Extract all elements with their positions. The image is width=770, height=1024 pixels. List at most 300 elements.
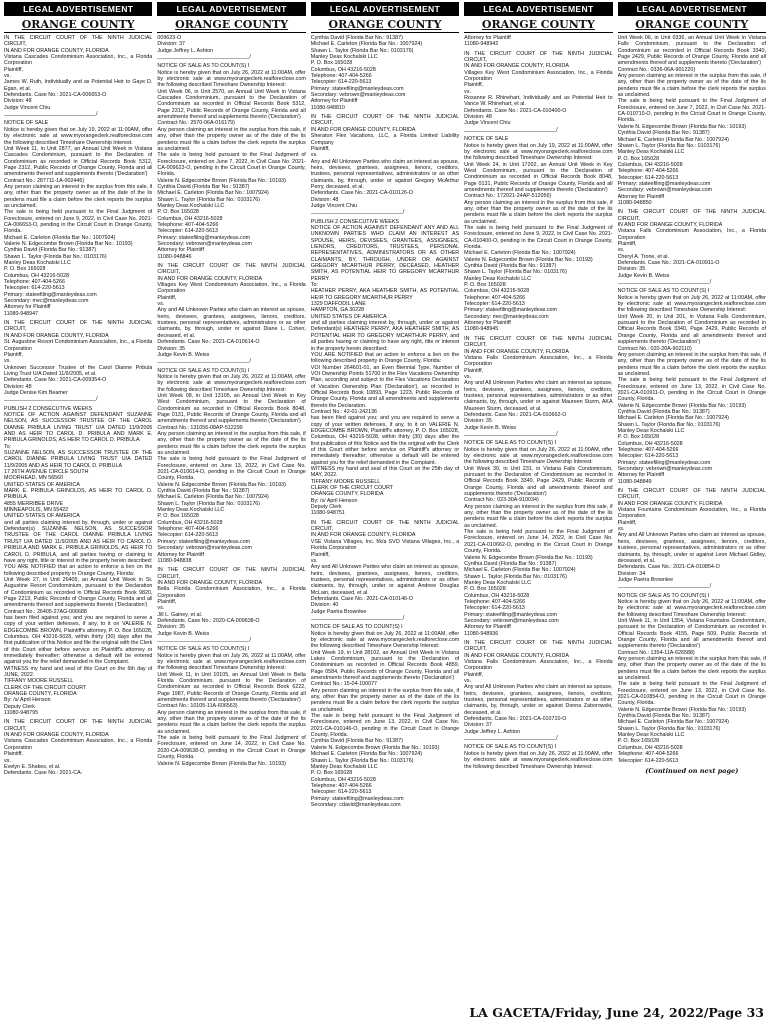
- notice-line: James W. Ruth, Individually and as Potential Heir to Gaye D. Egan, et al.: [4, 79, 153, 92]
- legal-column-4: [464, 2, 612, 1002]
- notice-line: Secondary: vebrown@manleydeas.com: [157, 545, 252, 552]
- notice-line: Judge Paetra Brownlee: [310, 608, 367, 615]
- notice-line: IN AND FOR ORANGE COUNTY, FLORIDA: [310, 532, 416, 539]
- notice-line: Michael E. Carleton (Florida Bar No.: 1007924): [464, 250, 576, 257]
- notice-line: Secondary: vebrown@manleydeas.com: [464, 617, 559, 624]
- notice-line: Judge Jeffrey L. Ashton: [464, 728, 520, 735]
- notice-line: Any and All Unknown Parties who claim an interest as spouse, heirs, devisees, grantees, assignees, lienors, creditors, trustees, personal representatives, administrators or as other claimants, by, through, under or against Donna Zaborowski, deceased, et al.: [464, 684, 613, 716]
- legal-notice: [4, 719, 152, 776]
- notice-line: Contract No.: 2570-06A-016179): [157, 120, 235, 127]
- notice-line: Shawn L. Taylor (Florida Bar No.: 0103176): [4, 253, 107, 260]
- notice-line: vs.: [4, 73, 11, 80]
- notice-line: Roxanne R. Rhinehart, Individually and as Potential Heir to Vance W. Rhinehart, et al.: [464, 95, 613, 108]
- notice-line: The sale is being held pursuant to the Final Judgment of Foreclosure, entered on June 13, 2022, in Civil Case No. 2021-CA-010614-O, pending in the Circuit Court in Orange County, Florida.: [157, 456, 306, 482]
- notice-line: Judge Kevin B. Weiss: [464, 424, 517, 431]
- notice-columns: [4, 2, 766, 1002]
- notice-line: Columbus, OH 43216-5028: [464, 592, 530, 599]
- notice-line: IN THE CIRCUIT COURT OF THE NINTH JUDICIAL CIRCUIT,: [310, 519, 460, 533]
- notice-line: Deputy Clerk: [4, 703, 35, 710]
- notice-line: Defendants. Case No.: 2021-CA-010614-O: [157, 339, 260, 346]
- notice-line: Defendants. Case No.: 2021-CA-010400-O: [464, 107, 567, 114]
- notice-line: Columbus, OH 43216-5028: [310, 66, 376, 73]
- notice-line: Telephone: 407-404-5266: [464, 294, 526, 301]
- notice-line: Vistana Falls Condominium Association, Inc., a Florida Corporation: [464, 354, 613, 368]
- notice-line: HAMPTON, GA 30228: [310, 307, 365, 314]
- notice-line: Defendants. Case No.: 2021-CA-010854-O: [617, 564, 720, 571]
- notice-line: P. O. Box 165028: [617, 434, 660, 441]
- notice-line: IN THE CIRCUIT COURT OF THE NINTH JUDICIAL CIRCUIT,: [157, 567, 306, 580]
- legal-notice: [157, 368, 305, 565]
- notice-line: Primary: stateefiling@manleydeas.com: [157, 234, 251, 241]
- notice-line: Cynthia David (Florida Bar No.: 91387): [4, 247, 97, 254]
- notice-line: YOU ARE NOTIFIED that an action to enforce a lien on the following described property in Orange County, Florida:: [4, 564, 153, 577]
- notice-line: Columbus, OH 43216-5028: [617, 161, 683, 168]
- legal-notice: [618, 488, 766, 590]
- notice-line: Any and All Unknown Parties who claim an interest as spouse, heirs, devisees, grantees, assignees, lienors, creditors, trustees, personal representatives, administrators or as other claimants, by, through, under or against Gregory McArthur Perry, deceased, et al.: [310, 158, 460, 190]
- notice-line: Cynthia David (Florida Bar No.: 91387): [464, 263, 557, 270]
- notice-line: 11080-948945: [464, 326, 499, 333]
- notice-line: Judge Vincent Chiu: [464, 120, 511, 127]
- notice-line: Plaintiff,: [4, 751, 23, 758]
- legal-notice: [311, 624, 459, 808]
- notice-line: IN AND FOR ORANGE COUNTY, FLORIDA: [464, 652, 569, 659]
- notice-line: Attorney for Plaintiff: [464, 320, 511, 327]
- notice-line: Michael E. Carleton (Florida Bar No.: 1007924): [157, 494, 269, 501]
- notice-line: Secondary: cdavid@manleydeas.com: [310, 801, 401, 808]
- notice-line: MINNEAPOLIS, MN 55422: [4, 507, 69, 514]
- notice-line: Telephone: 407-404-5266: [617, 168, 679, 175]
- notice-line: The sale is being held pursuant to the Final Judgment of Foreclosure, entered on June 7, 2022, in Civil Case No. 2021-CA-009623-O, pending in the Circuit Court in Orange County, Florida.: [157, 152, 306, 178]
- legal-notice: [311, 520, 459, 622]
- notice-line: Shawn L. Taylor (Florida Bar No.: 0103176): [617, 421, 721, 428]
- notice-line: By: /s/ April Henson: [310, 497, 358, 504]
- notice-line: vs.: [310, 557, 318, 564]
- notice-line: Cynthia David (Florida Bar No.: 91387): [617, 713, 710, 720]
- notice-line: _______________________________/: [617, 583, 712, 590]
- notice-line: P. O. Box 165028: [617, 155, 660, 162]
- notice-line: Notice is hereby given that on July 26, 2022 at 11:00AM, offer by electronic sale at www.myorangeclerk.realforeclose.com the following described Timeshare Ownership Interest:: [157, 373, 306, 393]
- legal-notice: [618, 593, 766, 764]
- legal-notice: [618, 288, 766, 485]
- notice-line: IN THE CIRCUIT COURT OF THE NINTH JUDICIAL CIRCUIT,: [157, 263, 306, 276]
- notice-line: Contract No.: 131056-08AP-512299: [157, 424, 243, 431]
- notice-line: Defendants. Case No.: 2021-CA-010710-O: [464, 716, 567, 723]
- notice-line: _______________________________/: [157, 358, 252, 365]
- notice-line: 11080-948810: [310, 104, 345, 111]
- notice-line: _______________________________/: [464, 735, 558, 742]
- legal-notice: [464, 336, 612, 438]
- notice-line: The sale is being held pursuant to the Final Judgment of Foreclosure, entered on June 9, 2022, in Civil Case No. 2021-CA-010400-O, pending in the Circuit Court in Orange County, Florida.: [464, 224, 613, 250]
- notice-line: Michael E. Carleton (Florida Bar No.: 1007924): [157, 190, 269, 197]
- notice-line: _______________________________/: [4, 396, 98, 403]
- column-body: [618, 35, 766, 1002]
- notice-line: Any person claiming an interest in the surplus from this sale, if any, other than the property owner as of the date of the lis pendens must file a claim before the clerk reports the surplus as unclaimed.: [157, 126, 306, 152]
- notice-line: Contract No.: 42-01-242136: [310, 408, 378, 415]
- notice-line: Attorney for Plaintiff: [4, 304, 51, 311]
- notice-line: Any person claiming an interest in the surplus from this sale, if any, other than the property owner as of the date of the lis pendens must file a claim before the clerk reports the surplus as unclaimed.: [617, 73, 766, 99]
- county-heading: ORANGE COUNTY: [311, 16, 459, 33]
- column-body: [311, 35, 459, 1002]
- notice-line: Unknown Successor Trustee of the Carol Dianne Pribula Living Trust U/A Dated 11/9/2005, et al.: [4, 364, 153, 377]
- legal-advertisement-header: LEGAL ADVERTISEMENT: [311, 2, 459, 16]
- notice-line: Telecopier: 614-220-5613: [310, 789, 372, 796]
- notice-line: Contract No.: 15-04-100077: [310, 681, 378, 688]
- notice-line: Columbus, OH 43216-5028: [4, 272, 70, 279]
- notice-line: The sale is being held pursuant to the Final Judgment of Foreclosure, entered on June 14, 2022, in Civil Case No. 2021-CA-010662-O, pending in the Circuit Court in Orange County, Florida.: [464, 529, 613, 555]
- notice-line: Vistana Cascades Condominium Association, Inc., a Florida Corporation: [4, 54, 153, 67]
- notice-line: Any person claiming an interest in the surplus from this sale, if any, other than the property owner as of the date of the lis pendens must file a claim before the clerk reports the surplus as unclaimed.: [617, 656, 766, 682]
- notice-line: Contract No.: 287711-1A-002446): [4, 177, 85, 184]
- legal-column-3: [311, 2, 459, 1002]
- notice-line: Telephone: 407-404-5266: [464, 598, 526, 605]
- notice-line: Villages Key West Condominium Association, Inc., a Florida Corporation: [157, 282, 306, 295]
- notice-line: Vistana Falls Condominium Association, Inc., a Florida Corporation: [464, 659, 613, 672]
- notice-line: NOTICE OF SALE AS TO COUNT(S) I: [157, 367, 250, 374]
- notice-line: Manley Deas Kochalski LLC: [464, 275, 532, 282]
- notice-line: NOTICE OF SALE: [4, 120, 49, 127]
- notice-line: Shawn L. Taylor (Florida Bar No.: 0103176): [157, 196, 261, 203]
- notice-line: P. O. Box 165028: [4, 266, 46, 273]
- notice-line: Attorney for Plaintiff: [157, 247, 204, 254]
- legal-column-2: [157, 2, 305, 1002]
- notice-line: Unit Week 06, in Unit 0336, an Annual Unit Week in Vistana Falls Condominium, pursuant to the Declaration of Condominium as recorded in Official Records Book 3340, Page 2429, Public Records of Orange County, Florida and all amendments thereof and supplements thereto ('Declaration'): [617, 35, 766, 67]
- notice-line: Cynthia David (Florida Bar No.: 91387): [310, 738, 403, 745]
- notice-line: Shawn L. Taylor (Florida Bar No.: 0103176): [617, 142, 721, 149]
- notice-line: Columbus, OH 43216-5028: [157, 215, 223, 222]
- notice-line: To:: [4, 443, 12, 450]
- legal-advertisement-header: LEGAL ADVERTISEMENT: [618, 2, 766, 16]
- notice-line: The sale is being held pursuant to the Final Judgment of Foreclosure, entered on June 13, 2022, in Civil Case No. 2021-CA-010911-O, pending in the Circuit Court in Orange County, Florida.: [617, 377, 766, 403]
- notice-line: Judge Kevin B. Weiss: [157, 630, 210, 637]
- notice-line: has been filed against you; and you are required to serve a copy of your written defenses, if any, to it on VALERIE N. EDGECOMBE BROWN, Plaintiff's attorney, P. O. Box 165028, Columbus, OH 43216-5028, within thirty (30) days after the first publication of this Notice and file the original with the Clerk of this Court either before service on Plaintiff's attorney or immediately thereafter; otherwise a default will be entered against you for the relief demanded in the Complaint.: [4, 614, 153, 666]
- notice-line: Judge Paetra Brownlee: [617, 576, 674, 583]
- notice-line: The sale is being held pursuant to the Final Judgment of Foreclosure, entered on June 7, 2022, in Civil Case No. 2021-CA-010710-O, pending in the Circuit Court in Orange County, Florida.: [617, 98, 766, 124]
- notice-line: Attorney for Plaintiff: [617, 472, 665, 479]
- notice-line: vs.: [310, 152, 318, 159]
- notice-line: Unit Week 30, in Unit 231, in Vistana Falls Condominium, pursuant to the Declaration of Condominium as recorded in Official Records Book 3340, Page 2429, Public Records of Orange County, Florida and all amendments thereof and supplements thereto ('Declaration'): [464, 465, 613, 498]
- notice-line: _______________________________/: [157, 54, 252, 61]
- notice-line: MOORHEAD, MN 56560: [4, 475, 64, 482]
- notice-line: IN THE CIRCUIT COURT OF THE NINTH JUDICIAL CIRCUIT,: [464, 639, 613, 653]
- notice-line: Primary: stateefiling@manleydeas.com: [310, 795, 404, 802]
- notice-line: vs.: [157, 605, 165, 612]
- notice-line: VSE Vistana Villages, Inc. f/k/a SVO Vistana Villages, Inc., a Florida Corporation: [310, 538, 460, 552]
- notice-line: Contract No.: 020-20A-902110): [617, 345, 692, 352]
- notice-line: Telecopier: 614-220-5613: [157, 532, 218, 539]
- notice-line: Valerie N. Edgecombe Brown (Florida Bar No.: 10193): [617, 706, 747, 713]
- legal-notice: [311, 114, 459, 216]
- notice-line: Manley Deas Kochalski LLC: [4, 260, 71, 267]
- notice-line: UNITED STATES OF AMERICA: [4, 513, 80, 520]
- notice-line: Telecopier: 614-220-5613: [617, 453, 679, 460]
- notice-line: Unit Week 20, in Unit 201, in Vistana Falls Condominium, pursuant to the Declaration of Condominium as recorded in Official Records Book 3340, Page 2429, Public Records of Orange County, Florida and all amendments thereof and supplements thereto ('Declaration'): [617, 313, 766, 346]
- notice-line: vs.: [617, 247, 625, 254]
- notice-line: Notice is hereby given that on July 26, 2022 at 11:00AM, offer by electronic sale at www.myorangeclerk.realforeclose.com the following described Timeshare Ownership Interest:: [310, 630, 460, 650]
- notice-line: Cynthia David (Florida Bar No.: 91387): [464, 560, 557, 567]
- notice-line: Telephone: 407-404-5266: [157, 526, 219, 533]
- notice-line: ORANGE COUNTY, FLORIDA: [310, 491, 384, 498]
- county-heading: ORANGE COUNTY: [4, 16, 152, 33]
- notice-line: Valerie N. Edgecombe Brown (Florida Bar No.: 10193): [157, 481, 286, 488]
- legal-notice: [157, 63, 305, 260]
- notice-line: SUZANNE NELSON, AS SUCCESSOR TRUSTEE OF THE CAROL DIANNE PRIBULA LIVING TRUST U/A DATED 11/9/2005 AND AS HEIR TO CAROL D. PRIBULA: [4, 450, 153, 469]
- notice-line: Vistana Falls Condominium Association, Inc., a Florida Corporation: [617, 228, 766, 241]
- notice-line: IN AND FOR ORANGE COUNTY, FLORIDA: [4, 47, 109, 54]
- notice-line: _______________________________/: [617, 279, 712, 286]
- notice-line: Columbus, OH 43216-5028: [617, 440, 683, 447]
- notice-line: NOTICE OF SALE AS TO COUNT(S) I: [310, 624, 403, 631]
- notice-line: PUBLISH 2 CONSECUTIVE WEEKS: [4, 405, 93, 412]
- notice-line: Valerie N. Edgecombe Brown (Florida Bar No.: 10193): [157, 177, 286, 184]
- notice-line: Judge Kevin B. Weiss: [617, 272, 670, 279]
- notice-line: Plaintiff,: [617, 519, 637, 526]
- notice-line: VOI Number 264601-01, an Even Biennial Type, Number of VOI Ownership Points 51700 in the Flex Vacations Ownership Plan, according and subject to the Flex Vacations Declaration of Vacation Ownership Plan ('Declaration'), as recorded in Official Records Book 10893, Page 1223, Public Records of Orange County, Florida and all amendments and supplements thereto the Declaration.: [310, 364, 460, 409]
- notice-line: Valerie N. Edgecombe Brown (Florida Bar No.: 10193): [310, 744, 440, 751]
- notice-line: 17 26TH AVENUE CIRCLE SOUTH: [4, 469, 89, 476]
- notice-line: Judge Denise Kim Beamer: [4, 389, 68, 396]
- notice-line: IN AND FOR ORANGE COUNTY, FLORIDA: [464, 63, 569, 70]
- notice-line: Unit Week 27, in Unit 26405, an Annual Unit Week in St. Augustine Resort Condominium, pursuant to the Declaration of Condominium as recorded in Official Records Book 9820, Page 2213, Public Records of Orange County, Florida and all amendments thereof and supplements thereto ('Declaration'): [4, 576, 153, 609]
- notice-line: Any person claiming an interest in the surplus from this sale, if any, other than the property owner as of the date of the lis pendens must file a claim before the clerk reports the surplus as unclaimed.: [617, 351, 766, 377]
- notice-line: Michael E. Carleton (Florida Bar No.: 1007924): [464, 567, 576, 574]
- notice-line: Division: 37: [157, 41, 186, 48]
- legal-notice: [157, 263, 305, 365]
- notice-line: Plaintiff,: [310, 551, 330, 558]
- notice-line: Contract No.: 023-30A-910034): [464, 497, 539, 504]
- notice-line: NOTICE OF ACTION AGAINST DEFENDANT SUZANNE NELSON, AS SUCCESSOR TRUSTEE OF THE CAROL DIANNE PRIBULA LIVING TRUST U/A DATED 11/9/2005 AND AS HEIR TO CAROL D. PRIBULA AND MARK E. PRIBULA GRINOLDS, AS HEIR TO CAROL D. PRIBULA: [4, 411, 153, 444]
- notice-line: TIFFANY MOORE RUSSELL: [310, 478, 381, 485]
- notice-line: Sheraton Flex Vacations, LLC, a Florida Limited Liability Company: [310, 133, 460, 146]
- notice-line: Telephone: 407-404-5266: [617, 447, 679, 453]
- notice-line: 11080-948936: [464, 630, 499, 637]
- legal-notice: [4, 406, 152, 717]
- legal-notice: [4, 120, 152, 317]
- notice-line: Judge Jeffrey L. Ashton: [157, 47, 214, 54]
- notice-line: NOTICE OF ACTION AGAINST DEFENDANT ANY AND ALL UNKNOWN PARTIES WHO CLAIM AN INTEREST AS SPOUSE, HEIRS, DEVISEES, GRANTEES, ASSIGNEES, LIENORS, CREDITORS, TRUSTEES, PERSONAL REPRESENTATIVES, ADMINISTRATORS OR AS OTHER CLAIMANTS, BY, THROUGH, UNDER OR AGAINST GREGORY MCARTHUR PERRY, DECEASED, HEATHER SMITH, AS POTENTIAL HEIR TO GREGORY MCARTHUR PERRY: [310, 224, 460, 282]
- legal-advertisement-header: LEGAL ADVERTISEMENT: [4, 2, 152, 16]
- notice-line: NOTICE OF SALE AS TO COUNT(S) I: [464, 440, 557, 447]
- notice-line: Notice is hereby given that on July 19, 2022 at 11:00AM, offer by electronic sale at www.myorangeclerk.realforeclose.com the following described Timeshare Ownership Interest:: [464, 142, 613, 162]
- notice-line: Michael E. Carleton (Florida Bar No.: 1007924): [617, 136, 729, 143]
- newspaper-page: [4, 2, 766, 1002]
- notice-line: Contract No.: 1354-11A-626588): [617, 649, 695, 656]
- notice-line: NOTICE OF SALE AS TO COUNT(S) I: [617, 592, 710, 599]
- notice-line: Telephone: 407-404-5266: [310, 73, 372, 80]
- notice-line: Telecopier: 614-220-5613: [464, 301, 525, 308]
- notice-line: Notice is hereby given that on July 26, 2022 at 11:00AM, offer by electronic sale at www.myorangeclerk.realforeclose.com the following described Timeshare Ownership Interest:: [464, 750, 613, 770]
- notice-line: Michael E. Carleton (Florida Bar No.: 1007924): [310, 751, 423, 758]
- notice-line: Unit Week 11, in Unit 10105, an Annual Unit Week in Bella Florida Condominium, pursuant to the Declaration of Condominium as recorded in Official Records Book 6222, Page 1987, Public Records of Orange County, Florida and all amendments thereof and supplements thereto ('Declaration'): [157, 671, 306, 704]
- notice-line: UNITED STATES OF AMERICA: [4, 481, 80, 488]
- notice-line: Defendants. Case No.: 2021-CA-010146-O: [310, 595, 413, 602]
- notice-line: Any and All Unknown Parties who claim an interest as spouse, heirs, devisees, grantees, assignees, lienors, creditors, trustees, personal representatives, administrators or as other claimants, by, through, under or against Andrew Douglas McLain, deceased, et al.: [310, 564, 460, 596]
- notice-line: IN AND FOR ORANGE COUNTY, FLORIDA: [157, 275, 263, 282]
- notice-line: IN THE CIRCUIT COURT OF THE NINTH JUDICIAL CIRCUIT,: [617, 488, 766, 501]
- notice-line: Defendants. Case No.: 2021-CA-: [4, 770, 83, 777]
- notice-line: P. O. Box 165028: [157, 209, 199, 216]
- notice-line: Attorney for Plaintiff: [464, 624, 511, 631]
- notice-line: Manley Deas Kochalski LLC: [617, 732, 685, 739]
- notice-line: Judge Kevin B. Weiss: [157, 351, 210, 358]
- legal-notice: [157, 567, 305, 643]
- notice-line: 1329 DAFFODIL LANE: [310, 301, 366, 308]
- notice-line: Any person claiming an interest in the surplus from this sale, if any, other than the property owner as of the date of the lis pendens must file a claim before the clerk reports the surplus as unclaimed.: [157, 709, 306, 735]
- notice-line: Judge Vincent Chiu: [310, 202, 358, 209]
- notice-line: Secondary: vebrown@manleydeas.com: [617, 187, 713, 194]
- page-footer: LA GACETA/Friday, June 24, 2022/Page 33: [469, 1005, 764, 1020]
- notice-line: Plaintiff,: [464, 671, 484, 678]
- notice-line: Columbus, OH 43216-5028: [464, 288, 530, 295]
- legal-notice: [311, 35, 459, 111]
- notice-line: Telecopier: 614-220-5613: [310, 79, 372, 86]
- notice-line: Telephone: 407-404-5266: [617, 751, 679, 758]
- notice-line: Shawn L. Taylor (Florida Bar No.: 0103176): [617, 725, 721, 732]
- notice-line: Contract No.: 10105-11A-606563): [157, 703, 238, 710]
- notice-line: Defendants. Case No.: 2020-CA-009638-O: [157, 617, 260, 624]
- notice-line: Unit Week 08, in Unit 13105, an Annual Unit Week in Key West Condominium, pursuant to the Declaration of Condominium as recorded in Official Records Book 8048, Page 0131, Public Records of Orange County, Florida and all amendments thereof and supplements thereto ('Declaration'): [157, 392, 306, 425]
- notice-line: Any and All Unknown Parties who claim an interest as spouse, heirs, devisees, grantees, assignees, lienors, creditors, trustees, personal representatives, administrators or as other claimants, by, through, under or against Maureen Sturm, AKA Maureen Sturm, deceased, et al.: [464, 380, 613, 412]
- notice-line: Primary: stateefiling@manleydeas.com: [4, 291, 97, 298]
- notice-line: To:: [310, 282, 318, 289]
- notice-line: P. O. Box 165028: [617, 738, 660, 745]
- notice-line: Secondary: vebrown@manleydeas.com: [157, 241, 252, 247]
- notice-line: Vistana Fountains Condominium Association, Inc., a Florida Corporation: [617, 507, 766, 520]
- notice-line: Telephone: 407-404-5266: [157, 221, 219, 228]
- notice-line: Notice is hereby given that on July 26, 2022 at 11:00AM, offer by electronic sale at www.myorangeclerk.realforeclose.com the following described Timeshare Ownership Interest:: [157, 69, 306, 89]
- notice-line: IN THE CIRCUIT COURT OF THE NINTH JUDICIAL CIRCUIT,: [464, 335, 613, 349]
- notice-line: PUBLISH 2 CONSECUTIVE WEEKS: [310, 218, 399, 225]
- notice-line: Manley Deas Kochalski LLC: [310, 54, 378, 61]
- notice-line: Shawn L. Taylor (Florida Bar No.: 0103176): [310, 47, 414, 54]
- notice-line: Secondary: mec@manleydeas.com: [4, 298, 89, 305]
- column-body: [464, 35, 612, 1002]
- county-heading: ORANGE COUNTY: [157, 16, 305, 33]
- notice-line: Plaintiff,: [464, 82, 484, 89]
- notice-line: CLERK OF THE CIRCUIT COURT: [4, 684, 87, 691]
- notice-line: 11080-948751: [310, 510, 345, 517]
- notice-line: IN AND FOR ORANGE COUNTY, FLORIDA: [4, 732, 109, 739]
- notice-line: Notice is hereby given that on July 26, 2022 at 11:00AM, offer by electronic sale at www.myorangeclerk.realforeclose.com the following described Timeshare Ownership Interest:: [464, 446, 613, 466]
- notice-line: Valerie N. Edgecombe Brown (Florida Bar No.: 10193): [4, 241, 133, 247]
- notice-line: Jill L. Gainey, et al.: [157, 611, 203, 618]
- notice-line: Primary: stateefiling@manleydeas.com: [310, 85, 404, 92]
- notice-line: Contract No.: 0336-06A-901220): [617, 66, 696, 73]
- notice-line: IN THE CIRCUIT COURT OF THE NINTH JUDICIAL CIRCUIT,: [4, 35, 153, 48]
- notice-line: Any person claiming an interest in the surplus from this sale, if any, other than the property owner as of the date of the lis pendens must file a claim before the clerk reports the surplus as unclaimed.: [464, 199, 613, 225]
- notice-line: Division: 48: [464, 114, 492, 121]
- notice-line: Any person claiming an interest in the surplus from this sale, if any, other than the property owner as of the date of the lis pendens must file a claim before the clerk reports the surplus as unclaimed.: [157, 430, 306, 456]
- notice-line: Valerie N. Edgecombe Brown (Florida Bar No.: 10193): [464, 554, 593, 561]
- notice-line: and all parties claiming interest by, through, under or against Defendant(s) HEATHER PERRY, AKA HEATHER SMITH, AS POTENTIAL HEIR TO GREGORY MCARTHUR PERRY, and all parties having or claiming to have any right, title or interest in the property herein described:: [310, 320, 460, 352]
- legal-notice: [464, 35, 612, 48]
- notice-line: 11080-948850: [617, 199, 652, 206]
- county-heading: ORANGE COUNTY: [464, 16, 612, 33]
- notice-line: Manley Deas Kochalski LLC: [310, 763, 378, 770]
- county-heading: ORANGE COUNTY: [618, 16, 766, 33]
- notice-line: NOTICE OF SALE AS TO COUNT(S) I: [464, 744, 557, 751]
- notice-line: Unit Week 06, in Unit 2570, an Annual Unit Week in Vistana Cascades Condominium, pursuant to the Declaration of Condominium as recorded in Official Records Book 5312, Page 2312, Public Records of Orange County, Florida and all amendments thereof and supplements thereto ('Declaration'): [157, 88, 306, 121]
- notice-line: HEATHER PERRY, AKA HEATHER SMITH, AS POTENTIAL HEIR TO GREGORY MCARTHUR PERRY: [310, 288, 460, 301]
- notice-line: Plaintiff,: [4, 351, 23, 358]
- notice-line: Primary: stateefiling@manleydeas.com: [464, 611, 557, 618]
- legal-notice: [618, 35, 766, 206]
- notice-line: P. O. Box 165028: [464, 282, 506, 289]
- notice-line: IN THE CIRCUIT COURT OF THE NINTH JUDICIAL CIRCUIT,: [310, 114, 460, 127]
- notice-line: Michael E. Carleton (Florida Bar No.: 1007924): [4, 234, 116, 241]
- legal-column-5: [618, 2, 766, 1002]
- notice-line: Any and All Unknown Parties who claim an interest as spouse, heirs, devisees, grantees, assignees, lienors, creditors, trustees, personal representatives, administrators or as other claimants, by, through, under or against Diane L. Cohen, deceased, et al.: [157, 307, 306, 339]
- notice-line: Telephone: 407-404-5266: [310, 782, 372, 789]
- notice-line: IN AND FOR ORANGE COUNTY, FLORIDA: [617, 500, 723, 507]
- notice-line: vs.: [464, 88, 472, 95]
- notice-line: _______________________________/: [464, 430, 558, 437]
- notice-line: _______________________________/: [157, 636, 252, 643]
- legal-column-1: [4, 2, 152, 1002]
- legal-notice: [4, 35, 152, 117]
- notice-line: Contract No.: 172021-24AP-512056): [464, 193, 552, 200]
- notice-line: Manley Deas Kochalski LLC: [464, 579, 532, 586]
- notice-line: Secondary: vebrown@manleydeas.com: [617, 466, 713, 473]
- notice-line: Notice is hereby given that on July 19, 2022 at 11:00AM, offer by electronic sale at www.myorangeclerk.realforeclose.com the following described Timeshare Ownership Interest:: [4, 126, 153, 146]
- notice-line: 11080-948795: [4, 710, 39, 717]
- notice-line: Telecopier: 614-220-5613: [617, 757, 679, 764]
- notice-line: Defendants. Case No.: 2021-CA-006653-O: [4, 92, 107, 99]
- notice-line: Valerie N. Edgecombe Brown (Florida Bar No.: 10193): [157, 760, 286, 767]
- notice-line: IN THE CIRCUIT COURT OF THE NINTH JUDICIAL CIRCUIT,: [4, 719, 153, 732]
- notice-line: Valerie N. Edgecombe Brown (Florida Bar No.: 10193): [617, 123, 747, 130]
- notice-line: 4855 MERRIBEE DRIVE: [4, 500, 64, 507]
- notice-line: ORANGE COUNTY, FLORIDA: [4, 691, 77, 698]
- notice-line: Any and All Unknown Parties who claim an interest as spouse, heirs, devisees, grantees, assignees, lienors, creditors, trustees, personal representatives, administrators or as other claimants, by, through, under or against Leon Michael Gidley, deceased, et al.: [617, 532, 766, 564]
- notice-line: Division: 40: [310, 602, 339, 609]
- notice-line: 11080-948942: [464, 41, 499, 48]
- legal-notice: [464, 440, 612, 637]
- notice-line: Secondary: vebrown@manleydeas.com: [310, 92, 406, 99]
- notice-line: vs.: [157, 301, 165, 308]
- notice-line: IN AND FOR ORANGE COUNTY, FLORIDA: [617, 221, 723, 228]
- legal-notice: [4, 320, 152, 402]
- notice-line: CLERK OF THE CIRCUIT COURT: [310, 485, 394, 492]
- notice-line: 11080-948846: [157, 253, 192, 260]
- notice-line: IN AND FOR ORANGE COUNTY, FLORIDA: [464, 348, 569, 355]
- notice-line: Deputy Clerk: [310, 504, 342, 511]
- legal-advertisement-header: LEGAL ADVERTISEMENT: [157, 2, 305, 16]
- notice-line: Attorney for Plaintiff: [464, 35, 511, 41]
- notice-line: vs.: [4, 757, 11, 764]
- notice-line: Defendants. Case No.: 2021-CA-009354-O: [4, 377, 107, 384]
- notice-line: Plaintiff,: [4, 66, 23, 73]
- notice-line: Cynthia David (Florida Bar No.: 91387): [157, 488, 250, 495]
- notice-line: Notice is hereby given that on July 26, 2022 at 11:00AM, offer by electronic sale at www.myorangeclerk.realforeclose.com the following described Timeshare Ownership Interest:: [617, 294, 766, 314]
- notice-line: The sale is being held pursuant to the Final Judgment of Foreclosure, entered on June 13, 2022, in Civil Case No. 2021-CA-010854-O, pending in the Circuit Court in Orange County, Florida.: [617, 681, 766, 707]
- notice-line: 009623-O: [157, 35, 182, 41]
- notice-line: Notice is hereby given that on July 26, 2022 at 11:00AM, offer by electronic sale at www.myorangeclerk.realforeclose.com the following described Timeshare Ownership Interest:: [157, 652, 306, 672]
- notice-line: 11080-948849: [617, 478, 652, 485]
- legal-notice: [157, 35, 305, 60]
- notice-line: Attorney for Plaintiff: [617, 193, 665, 200]
- notice-line: Telecopier: 614-220-5613: [4, 285, 65, 292]
- notice-line: TIFFANY MOORE RUSSELL: [4, 678, 74, 685]
- notice-line: Shawn L. Taylor (Florida Bar No.: 0103176): [310, 757, 414, 764]
- notice-line: Plaintiff,: [464, 367, 484, 374]
- notice-line: Valerie N. Edgecombe Brown (Florida Bar No.: 10193): [464, 256, 593, 263]
- notice-line: Plaintiff,: [310, 145, 330, 152]
- notice-line: Telecopier: 614-220-5613: [617, 174, 679, 181]
- notice-line: NOTICE OF SALE: [464, 136, 509, 143]
- notice-line: WITNESS my hand and seal of this Court on the 6th day of JUNE, 2022.: [4, 665, 153, 679]
- column-body: [4, 35, 152, 1002]
- notice-line: IN THE CIRCUIT COURT OF THE NINTH JUDICIAL CIRCUIT,: [464, 50, 613, 64]
